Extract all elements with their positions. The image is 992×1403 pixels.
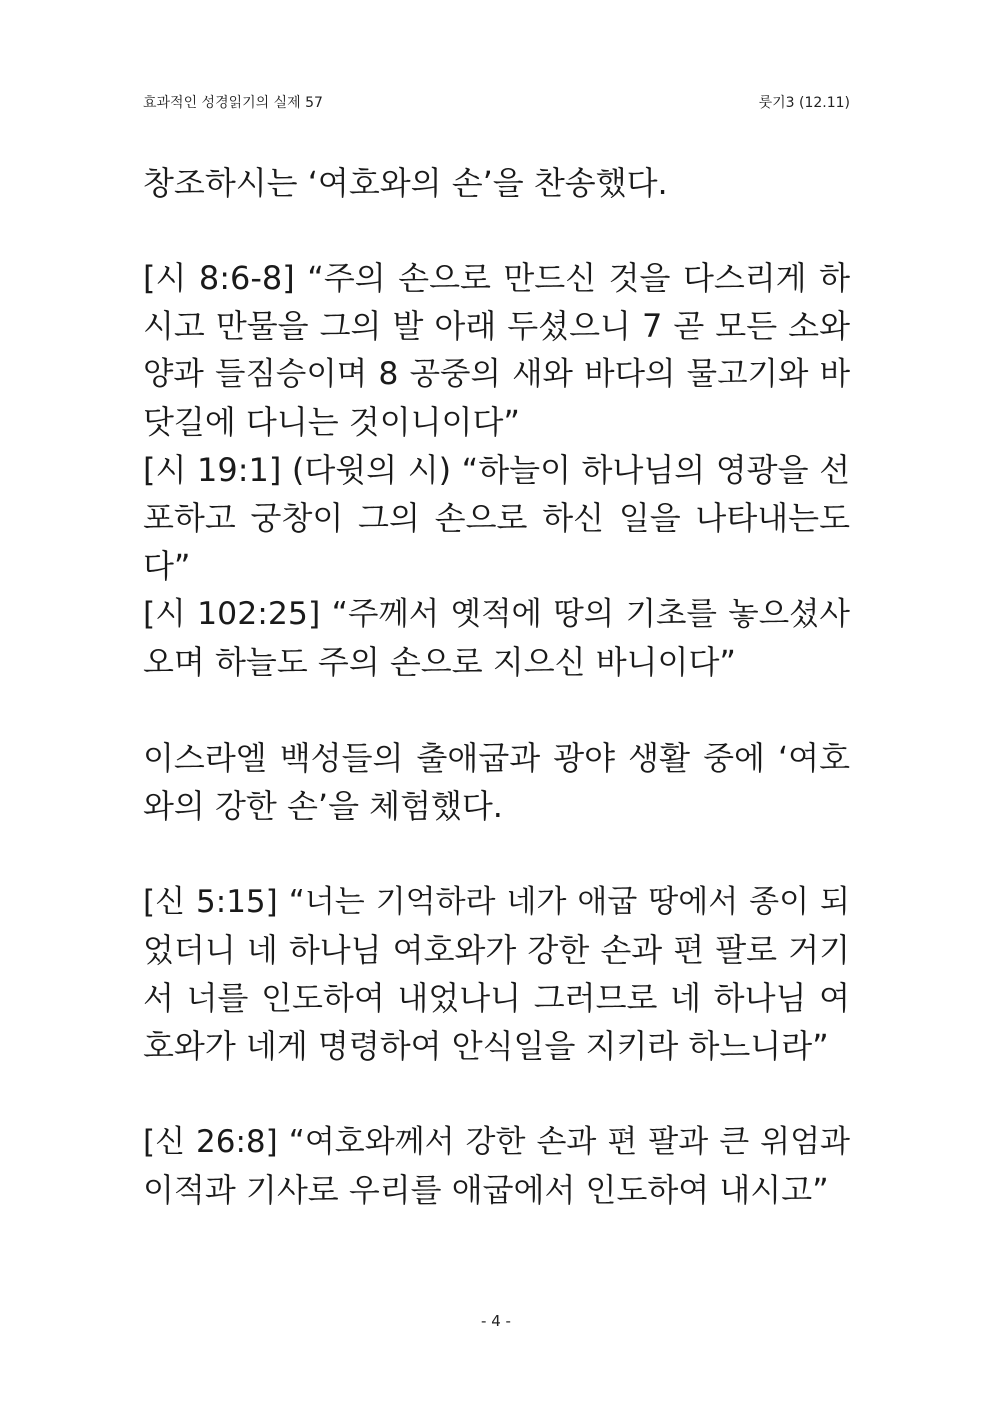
text-line: 와의 강한 손’을 체험했다.: [143, 787, 503, 825]
text-line: [시 102:25] “주께서 옛적에 땅의 기초를 놓으셨사: [143, 596, 850, 632]
text-line: 포하고 궁창이 그의 손으로 하신 일을 나타내는도: [143, 499, 850, 537]
text-line: [시 19:1] (다윗의 시) “하늘이 하나님의 영광을 선: [143, 451, 850, 489]
text-line: 이스라엘 백성들의 출애굽과 광야 생활 중에 ‘여호: [143, 739, 850, 777]
text-line: 었더니 네 하나님 여호와가 강한 손과 편 팔로 거기: [143, 931, 850, 969]
text-line: 닷길에 다니는 것이니이다”: [143, 403, 520, 441]
header-section-label: 룻기3 (12.11): [758, 95, 850, 111]
header-document-title: 효과적인 성경읽기의 실제 57: [143, 95, 323, 111]
text-line: 호와가 네게 명령하여 안식일을 지키라 하느니라”: [143, 1027, 829, 1065]
text-line: [신 26:8] “여호와께서 강한 손과 편 팔과 큰 위엄과: [143, 1124, 850, 1160]
page-number: - 4 -: [481, 1312, 511, 1330]
text-line: 서 너를 인도하여 내었나니 그러므로 네 하나님 여: [143, 979, 850, 1017]
text-line: 다”: [143, 547, 191, 585]
page-header: [143, 92, 850, 114]
text-line: 창조하시는 ‘여호와의 손’을 찬송했다.: [143, 164, 668, 202]
text-line: 이적과 기사로 우리를 애굽에서 인도하여 내시고”: [143, 1171, 829, 1209]
text-line: 시고 만물을 그의 발 아래 두셨으니 7 곧 모든 소와: [143, 307, 850, 345]
text-line: [시 8:6-8] “주의 손으로 만드신 것을 다스리게 하: [143, 259, 850, 297]
text-line: [신 5:15] “너는 기억하라 네가 애굽 땅에서 종이 되: [143, 884, 850, 920]
text-line: 오며 하늘도 주의 손으로 지으신 바니이다”: [143, 643, 736, 681]
text-line: 양과 들짐승이며 8 공중의 새와 바다의 물고기와 바: [143, 356, 850, 392]
